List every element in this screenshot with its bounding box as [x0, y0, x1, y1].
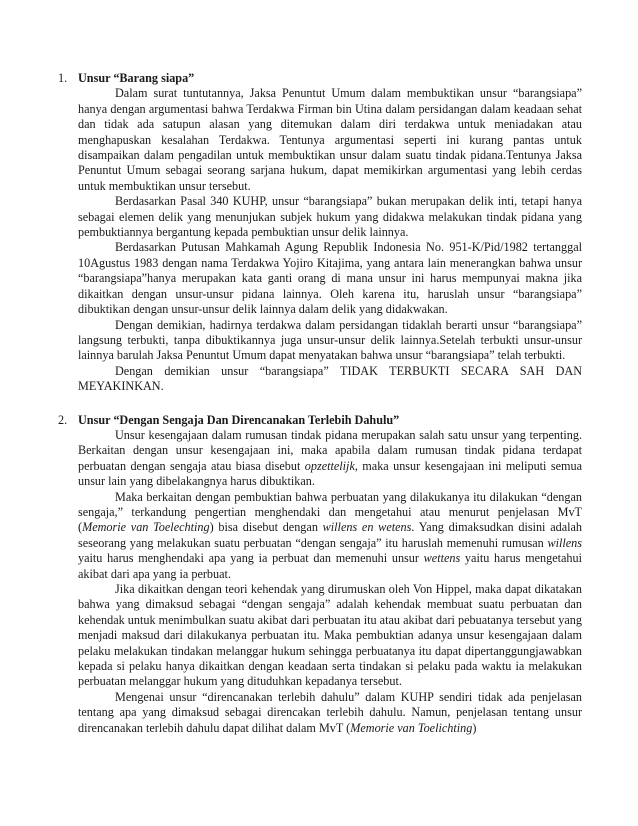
- section-2-heading: [58, 412, 582, 428]
- section-1-title: Unsur “Barang siapa”: [78, 71, 195, 85]
- section-1-paragraph-1: Dalam surat tuntutannya, Jaksa Penuntut Umum dalam membuktikan unsur “barangsiapa” hanya dengan argumentasi bahwa Terdakwa Firman bin Utina dalam persidangan dalam keadaan sehat dan tidak ada satupun alasan yang ditemukan dalam diri terdakwa untuk meniadakan atau menghapuskan kesalahan Terdakwa. Tentunya argumentasi seperti ini kurang pantas untuk disampaikan dalam pengadilan untuk membuktikan unsur dalam suatu tindak pidana.Tentunya Jaksa Penuntut Umum sebagai seorang sarjana hukum, dapat memikirkan argumentasi yang lebih cerdas untuk membuktikan unsur tersebut.: [78, 86, 582, 193]
- section-2-title: Unsur “Dengan Sengaja Dan Direncanakan Terlebih Dahulu”: [78, 412, 400, 427]
- section-gap: [78, 395, 582, 413]
- section-1-paragraph-2: Berdasarkan Pasal 340 KUHP, unsur “barangsiapa” bukan merupakan delik inti, tetapi hanya sebagai elemen delik yang menunjukan subjek hukum yang didakwa melakukan tindak pidana yang pembuktiannya bergantung kepada pembuktian unsur delik lainnya.: [78, 194, 582, 240]
- section-2-paragraph-3: Jika dikaitkan dengan teori kehendak yang dirumuskan oleh Von Hippel, maka dapat dikatakan bahwa yang dimaksud sebagai “dengan sengaja” adalah kehendak membuat suatu perbuatan dan kehendak untuk menimbulkan suatu akibat dari perbuatan itu atau akibat dari pebuatanya tersebut yang menjadi maksud dari dilakukanya perbuatan itu. Maka pembuktian adanya unsur kesengajaan dalam pelaku melakukan tindakan melanggar hukum sehingga perbuatanya itu dapat dipertanggungjawabkan kepada si pelaku hanya dikaitkan dengan keadaan serta tindakan si pelaku pada waktu ia melakukan perbuatan melanggar hukum yang dituduhkan kepadanya tersebut.: [78, 582, 582, 689]
- text-run: yaitu harus mengetahui akibat dari apa yang ia perbuat.: [78, 551, 582, 581]
- section-1-number: 1.: [58, 71, 68, 85]
- italic-term: willens en wetens: [322, 520, 412, 535]
- section-2-paragraph-4: [78, 690, 582, 736]
- text-run: Unsur kesengajaan dalam rumusan tindak pidana merupakan salah satu unsur yang terpenting. Berkaitan dengan unsur kesengajaan ini, maka apabila dalam rumusan tindak pidana terdapat perbuatan dengan sengaja atau biasa disebut: [78, 427, 582, 473]
- text-run: yaitu harus menghendaki apa yang ia perbuat dan memenuhi unsur: [78, 551, 424, 566]
- text-run: Mengenai unsur “direncanakan terlebih dahulu” dalam KUHP sendiri tidak ada penjelasan tentang apa yang dimaksud sebagai direncakan terlebih dahulu. Namun, penjelasan tentang unsur direncanakan terlebih dahulu dapat dilihat dalam MvT (: [78, 689, 582, 735]
- text-run: Maka berkaitan dengan pembuktian bahwa perbuatan yang dilakukanya itu dilakukan “dengan sengaja,” terkandung pengertian menghendaki dan mengetahui atau menurut penjelasan MvT (: [78, 489, 582, 535]
- text-run: . Yang dimaksudkan disini adalah seseorang yang melakukan suatu perbuatan “dengan sengaja” itu haruslah memenuhi rumusan: [78, 520, 582, 550]
- section-1-paragraph-3: Berdasarkan Putusan Mahkamah Agung Republik Indonesia No. 951-K/Pid/1982 tertanggal 10Agustus 1983 dengan nama Terdakwa Yojiro Kitajima, yang antara lain menerangkan bahwa unsur “barangsiapa”hanya merupakan kata ganti orang di mana unsur ini harus mempunyai makna jika dikaitkan dengan unsur-unsur pidana lainnya. Oleh karena itu, haruslah unsur “barangsiapa” dibuktikan dengan unsur-unsur delik lainnya dalam delik yang didakwakan.: [78, 240, 582, 317]
- section-1: [58, 71, 582, 395]
- section-2: [58, 412, 582, 737]
- italic-term: opzettelijk: [304, 458, 355, 473]
- section-2-paragraph-2: [78, 490, 582, 582]
- section-1-paragraph-4: Dengan demikian, hadirnya terdakwa dalam persidangan tidaklah berarti unsur “barangsiapa” langsung terbukti, tanpa dibuktikannya juga unsur-unsur delik lainnya.Setelah terbukti unsur-unsur lainnya barulah Jaksa Penuntut Umum dapat menyatakan bahwa unsur “barangsiapa” telah terbukti.: [78, 317, 582, 363]
- italic-term: wettens: [423, 551, 461, 566]
- italic-term: Memorie van Toelichting: [350, 720, 473, 735]
- section-2-paragraph-1: [78, 428, 582, 490]
- text-run: ): [472, 720, 477, 735]
- text-run: ) bisa disebut dengan: [209, 520, 323, 535]
- italic-term: Memorie van Toelechting: [82, 520, 210, 535]
- section-1-paragraph-5: Dengan demikian unsur “barangsiapa” TIDAK TERBUKTI SECARA SAH DAN MEYAKINKAN.: [78, 363, 582, 394]
- italic-term: willens: [547, 535, 582, 550]
- section-2-number: 2.: [58, 412, 68, 427]
- section-1-heading: [58, 71, 582, 86]
- text-run: , maka unsur kesengajaan ini meliputi semua unsur lain yang dibelakangnya harus dibuktikan.: [78, 458, 582, 489]
